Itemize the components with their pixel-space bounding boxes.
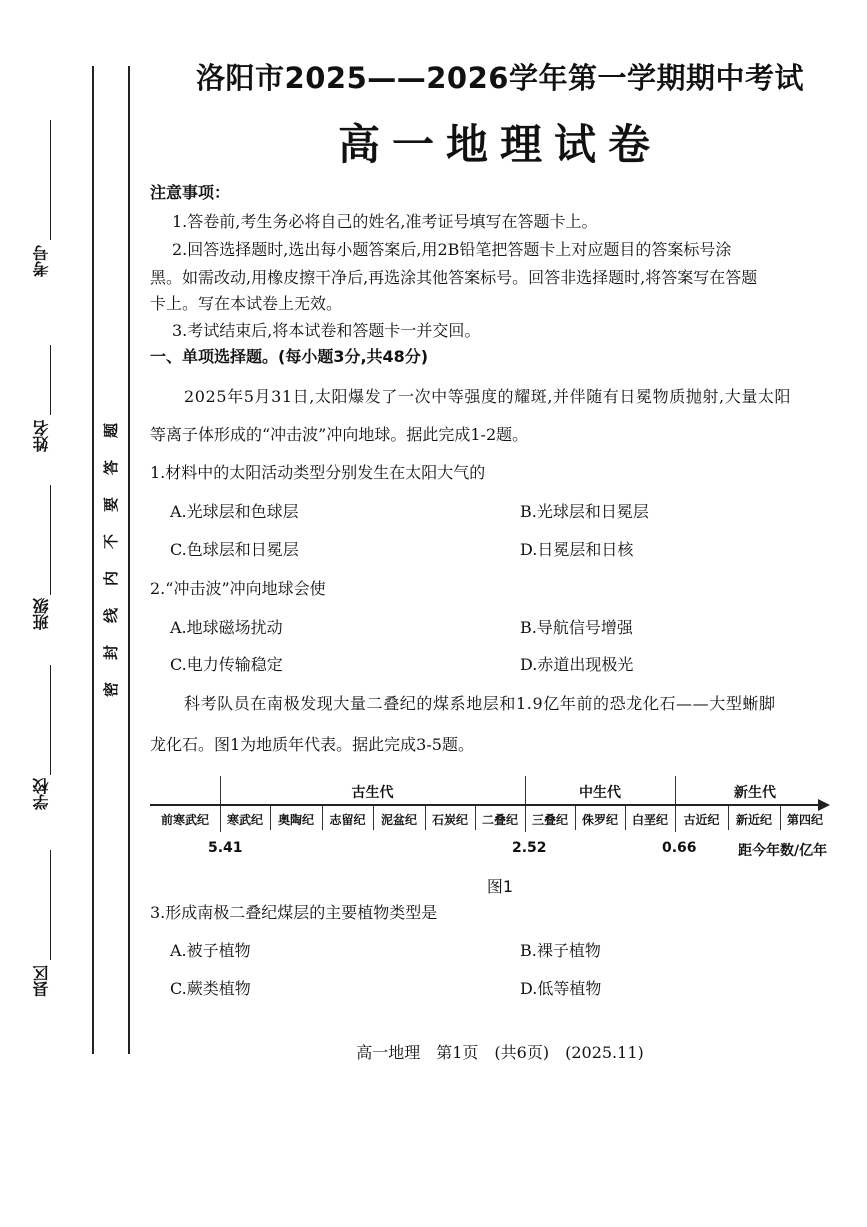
- exam-number-label: 考号: [32, 245, 51, 277]
- notice-item-3: 3.考试结束后,将本试卷和答题卡一并交回。: [172, 321, 481, 340]
- question-3-stem: 3.形成南极二叠纪煤层的主要植物类型是: [150, 903, 438, 922]
- question-3-option-b: B.裸子植物: [520, 941, 601, 960]
- question-1-stem: 1.材料中的太阳活动类型分别发生在太阳大气的: [150, 463, 486, 482]
- figure-caption: 图1: [486, 877, 514, 896]
- question-3-option-a: A.被子植物: [170, 941, 251, 960]
- district-label: 县区: [32, 965, 51, 997]
- period-neogene: 新近纪: [735, 813, 772, 827]
- period-silurian: 志留纪: [329, 813, 366, 827]
- exam-title: 洛阳市2025——2026学年第一学期期中考试: [196, 61, 804, 95]
- school-label: 学校: [32, 778, 51, 810]
- age-value-mesozoic-start: 2.52: [512, 840, 547, 856]
- name-field: [30, 345, 62, 485]
- notice-item-2-line-3: 卡上。写在本试卷上无效。: [150, 294, 343, 313]
- era-cenozoic: 新生代: [734, 785, 776, 801]
- question-2-stem: 2.“冲击波”冲向地球会使: [150, 579, 326, 598]
- notice-heading: 注意事项：: [150, 183, 231, 202]
- question-2-option-b: B.导航信号增强: [520, 618, 633, 637]
- period-paleogene: 古近纪: [683, 813, 720, 827]
- period-carboniferous: 石炭纪: [431, 813, 468, 827]
- material-1-line-1: 2025年5月31日,太阳爆发了一次中等强度的耀斑,并伴随有日冕物质抛射,大量太阳: [184, 387, 792, 406]
- age-unit-label: 距今年数/亿年: [738, 843, 828, 859]
- material-2-line-2: 龙化石。图1为地质年代表。据此完成3-5题。: [150, 735, 474, 754]
- notice-item-2-line-1: 2.回答选择题时,选出每小题答案后,用2B铅笔把答题卡上对应题目的答案标号涂: [172, 240, 732, 259]
- margin-line-inner: [128, 66, 130, 1054]
- question-3-option-d: D.低等植物: [520, 979, 602, 998]
- question-2-option-d: D.赤道出现极光: [520, 655, 634, 674]
- period-quaternary: 第四纪: [786, 813, 823, 827]
- question-1-option-a: A.光球层和色球层: [170, 502, 299, 521]
- notice-item-1: 1.答卷前,考生务必将自己的姓名,准考证号填写在答题卡上。: [172, 212, 598, 231]
- period-ordovician: 奥陶纪: [277, 813, 314, 827]
- question-2-option-c: C.电力传输稳定: [170, 655, 283, 674]
- school-field: [30, 665, 62, 835]
- period-cretaceous: 白垩纪: [631, 813, 668, 827]
- period-devonian: 泥盆纪: [380, 813, 417, 827]
- exam-number-field: [30, 120, 62, 290]
- period-triassic: 三叠纪: [531, 813, 568, 827]
- question-1-option-c: C.色球层和日冕层: [170, 540, 299, 559]
- name-label: 姓名: [32, 420, 51, 452]
- period-cambrian: 寒武纪: [226, 813, 263, 827]
- period-permian: 二叠纪: [481, 813, 518, 827]
- notice-item-2-line-2: 黑。如需改动,用橡皮擦干净后,再选涂其他答案标号。回答非选择题时,将答案写在答题: [150, 268, 758, 287]
- age-value-cambrian-start: 5.41: [208, 840, 243, 856]
- margin-line-outer: [92, 66, 94, 1054]
- question-3-option-c: C.蕨类植物: [170, 979, 251, 998]
- question-1-option-d: D.日冕层和日核: [520, 540, 634, 559]
- material-1-line-2: 等离子体形成的“冲击波”冲向地球。据此完成1-2题。: [150, 425, 529, 444]
- seal-line-notice: 题 答 要 不 内 线 封 密: [102, 422, 121, 698]
- class-label: 班级: [32, 598, 51, 630]
- era-mesozoic: 中生代: [579, 785, 621, 801]
- geologic-timeline-figure: [150, 776, 850, 866]
- district-field: [30, 850, 62, 1000]
- period-precambrian: 前寒武纪: [160, 813, 209, 827]
- section-heading: 一、单项选择题。(每小题3分,共48分): [150, 347, 429, 366]
- material-2-line-1: 科考队员在南极发现大量二叠纪的煤系地层和1.9亿年前的恐龙化石——大型蜥脚: [184, 694, 776, 713]
- question-2-option-a: A.地球磁场扰动: [170, 618, 283, 637]
- paper-title: 高一地理试卷: [337, 120, 662, 169]
- class-field: [30, 485, 62, 655]
- period-jurassic: 侏罗纪: [581, 813, 618, 827]
- page-footer: 高一地理 第1页 (共6页) (2025.11): [356, 1043, 644, 1062]
- timeline-axis: [150, 804, 820, 806]
- question-1-option-b: B.光球层和日冕层: [520, 502, 649, 521]
- era-paleozoic: 古生代: [351, 785, 394, 801]
- age-value-cenozoic-start: 0.66: [662, 840, 697, 856]
